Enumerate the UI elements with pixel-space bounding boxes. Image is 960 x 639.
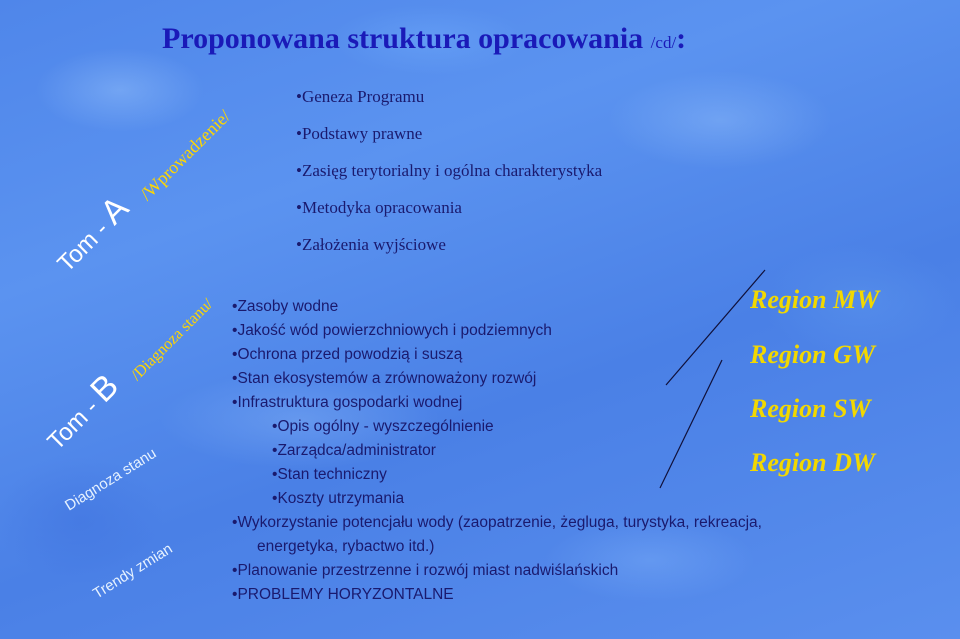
title-main: Proponowana struktura opracowania bbox=[162, 22, 651, 55]
tom-a-subtitle: /Wprowadzenie/ bbox=[136, 105, 235, 205]
tom-a-prefix: Tom - bbox=[52, 211, 119, 278]
list-item: • Zasoby wodne bbox=[232, 296, 762, 320]
list-item: • Stan ekosystemów a zrównoważony rozwój bbox=[232, 368, 762, 392]
list-item: • Geneza Programu bbox=[296, 86, 602, 123]
region-mw: Region MW bbox=[750, 285, 880, 314]
tom-b-letter: B bbox=[83, 366, 127, 410]
tom-b-prefix: Tom - bbox=[42, 389, 109, 456]
tom-b-subtitle: /Diagnoza stanu/ bbox=[128, 295, 217, 385]
tom-a-letter: A bbox=[93, 188, 137, 232]
list-item: • Podstawy prawne bbox=[296, 123, 602, 160]
list-subitem: • Opis ogólny - wyszczególnienie bbox=[272, 416, 762, 440]
tom-b-note-diagnoza: Diagnoza stanu bbox=[62, 444, 160, 515]
list-item: • Planowanie przestrzenne i rozwój miast nadwiślańskich bbox=[232, 560, 762, 584]
connector-line-lower bbox=[660, 360, 722, 488]
list-item: • Wykorzystanie potencjału wody (zaopatrzenie, żegluga, turystyka, rekreacja, bbox=[232, 512, 762, 536]
title-suffix: /cd/ bbox=[650, 33, 677, 52]
list-item-continuation: energetyka, rybactwo itd.) bbox=[257, 538, 435, 555]
list-item: • PROBLEMY HORYZONTALNE bbox=[232, 584, 762, 608]
region-gw: Region GW bbox=[750, 340, 875, 369]
list-item: • Jakość wód powierzchniowych i podziemnych bbox=[232, 320, 762, 344]
list-item: • Metodyka opracowania bbox=[296, 197, 602, 234]
region-dw: Region DW bbox=[750, 448, 875, 477]
region-sw: Region SW bbox=[750, 394, 871, 423]
title-colon: : bbox=[676, 22, 687, 55]
list-subitem: • Koszty utrzymania bbox=[272, 488, 762, 512]
list-item: • Założenia wyjściowe bbox=[296, 234, 602, 271]
list-item: • Ochrona przed powodzią i suszą bbox=[232, 344, 762, 368]
tom-b-note-trendy: Trendy zmian bbox=[90, 540, 176, 603]
list-item: • Infrastruktura gospodarki wodnej bbox=[232, 392, 762, 416]
list-item: • Zasięg terytorialny i ogólna charakterystyka bbox=[296, 160, 602, 197]
list-subitem: • Stan techniczny bbox=[272, 464, 762, 488]
list-subitem: • Zarządca/administrator bbox=[272, 440, 762, 464]
